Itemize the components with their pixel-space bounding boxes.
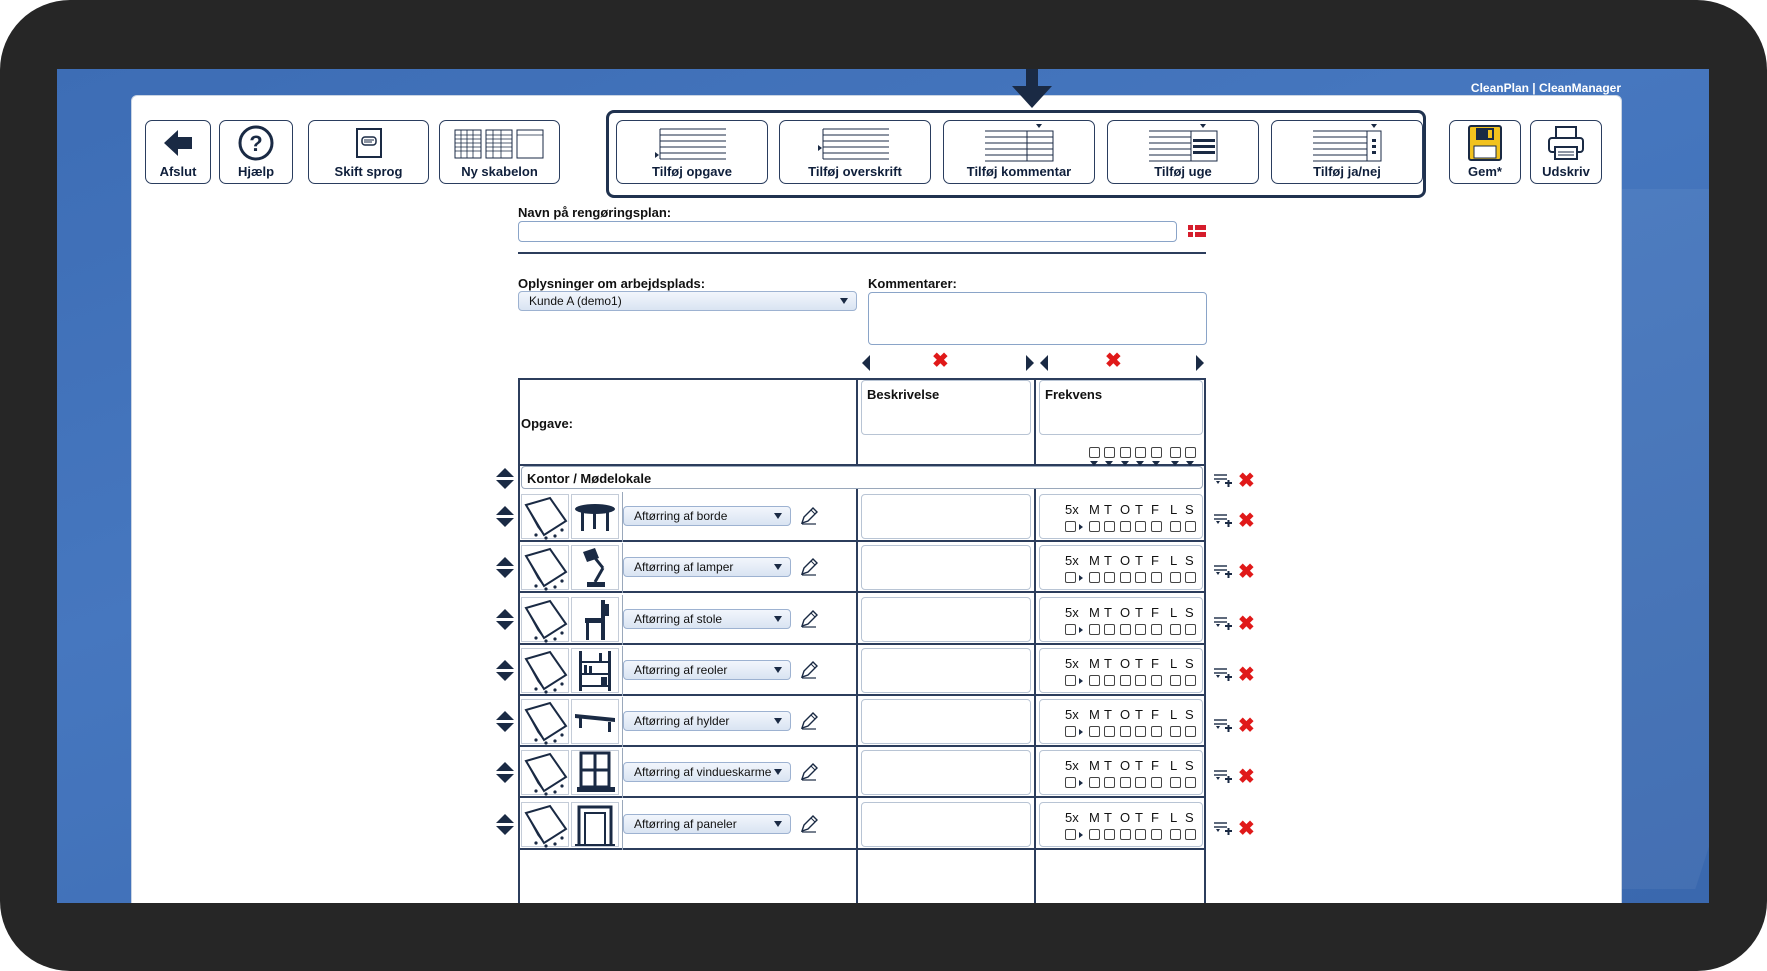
hjaelp-button[interactable] [219, 120, 293, 184]
day-checkbox[interactable] [1185, 829, 1196, 840]
day-checkbox[interactable] [1151, 777, 1162, 788]
add-row-icon[interactable] [1213, 472, 1233, 488]
help-icon [238, 121, 274, 164]
day-checkbox[interactable] [1151, 624, 1162, 635]
cloth-icon[interactable] [521, 648, 569, 693]
cloth-icon[interactable] [521, 699, 569, 744]
reorder-row-icon[interactable] [496, 762, 512, 784]
day-label: T [1104, 758, 1112, 773]
frequency-count: 5x [1065, 502, 1079, 517]
day-label: M [1089, 810, 1100, 825]
repeat-checkbox[interactable] [1065, 572, 1076, 583]
day-label: O [1120, 810, 1131, 825]
day-label: O [1120, 605, 1131, 620]
cloth-icon[interactable] [521, 750, 569, 795]
save-disk-icon [1467, 121, 1503, 164]
language-icon [355, 121, 383, 164]
day-checkbox[interactable] [1120, 777, 1131, 788]
day-label: S [1185, 707, 1194, 722]
day-header-checkbox[interactable] [1104, 447, 1115, 458]
move-right-icon[interactable] [1194, 354, 1206, 372]
day-label: F [1151, 553, 1159, 568]
afslut-button[interactable] [145, 120, 211, 184]
day-label: S [1185, 656, 1194, 671]
door-icon[interactable] [571, 802, 619, 847]
day-label: F [1151, 502, 1159, 517]
day-checkbox[interactable] [1170, 829, 1181, 840]
expand-arrow-icon[interactable] [1079, 832, 1083, 838]
task-select[interactable] [623, 660, 791, 680]
day-label: S [1185, 758, 1194, 773]
reorder-row-icon[interactable] [496, 711, 512, 733]
day-checkbox[interactable] [1120, 726, 1131, 737]
brand-label: CleanPlan | CleanManager [1470, 81, 1621, 95]
day-label: M [1089, 605, 1100, 620]
add-week-icon [1145, 121, 1221, 164]
description-cell[interactable] [861, 750, 1031, 795]
add-row-icon[interactable] [1213, 717, 1233, 738]
frequency-count: 5x [1065, 810, 1079, 825]
add-task-icon [654, 121, 730, 164]
day-label: S [1185, 605, 1194, 620]
tilfoej-uge-button[interactable] [1107, 120, 1259, 184]
day-checkbox[interactable] [1151, 726, 1162, 737]
frequency-count: 5x [1065, 656, 1079, 671]
delete-row-icon[interactable]: ✖ [1238, 561, 1255, 583]
repeat-checkbox[interactable] [1065, 829, 1076, 840]
day-checkbox[interactable] [1151, 675, 1162, 686]
skift-sprog-label: Skift sprog [334, 164, 403, 179]
edit-pencil-icon[interactable] [800, 610, 818, 633]
bench-icon[interactable] [571, 699, 619, 744]
chevron-down-icon [774, 667, 782, 673]
day-checkbox[interactable] [1104, 521, 1115, 532]
day-label: M [1089, 553, 1100, 568]
day-label: T [1135, 502, 1143, 517]
plan-name-label: Navn på rengøringsplan: [518, 205, 672, 220]
delete-row-icon[interactable]: ✖ [1238, 664, 1255, 686]
day-label: L [1170, 810, 1178, 825]
add-row-icon[interactable] [1213, 768, 1233, 789]
afslut-label: Afslut [159, 164, 197, 179]
frequency-count: 5x [1065, 707, 1079, 722]
comments-label: Kommentarer: [868, 276, 957, 291]
workplace-label: Oplysninger om arbejdsplads: [518, 276, 706, 291]
day-label: T [1104, 656, 1112, 671]
expand-arrow-icon[interactable] [1079, 524, 1083, 530]
delete-row-icon[interactable]: ✖ [1238, 715, 1255, 737]
move-right-icon[interactable] [1024, 354, 1036, 372]
reorder-row-icon[interactable] [496, 557, 512, 579]
day-checkbox[interactable] [1135, 829, 1146, 840]
day-checkbox[interactable] [1185, 521, 1196, 532]
task-column-header: Opgave: [521, 416, 574, 431]
task-select-value: Aftørring af paneler [634, 817, 737, 831]
day-label: T [1135, 707, 1143, 722]
edit-pencil-icon[interactable] [800, 507, 818, 530]
description-header-cell[interactable] [861, 380, 1031, 435]
day-checkbox[interactable] [1104, 829, 1115, 840]
day-label: T [1104, 553, 1112, 568]
cloth-icon[interactable] [521, 597, 569, 642]
chevron-down-icon [774, 564, 782, 570]
day-checkbox[interactable] [1185, 675, 1196, 686]
day-checkbox[interactable] [1089, 521, 1100, 532]
day-checkbox[interactable] [1104, 675, 1115, 686]
description-cell[interactable] [861, 545, 1031, 590]
task-select-value: Aftørring af reoler [634, 663, 728, 677]
task-select[interactable] [623, 609, 791, 629]
day-label: M [1089, 502, 1100, 517]
edit-pencil-icon[interactable] [800, 815, 818, 838]
ny-skabelon-label: Ny skabelon [461, 164, 538, 179]
day-checkbox[interactable] [1089, 624, 1100, 635]
shelf-icon[interactable] [571, 648, 619, 693]
editor-page [131, 95, 1622, 903]
day-label: F [1151, 758, 1159, 773]
edit-pencil-icon[interactable] [800, 712, 818, 735]
add-row-icon[interactable] [1213, 666, 1233, 687]
day-checkbox[interactable] [1089, 572, 1100, 583]
day-checkbox[interactable] [1135, 675, 1146, 686]
chair-icon[interactable] [571, 597, 619, 642]
task-select-value: Aftørring af hylder [634, 714, 730, 728]
tilfoej-kommentar-label: Tilføj kommentar [966, 164, 1072, 179]
task-select-value: Aftørring af stole [634, 612, 723, 626]
day-checkbox[interactable] [1170, 675, 1181, 686]
workplace-value: Kunde A (demo1) [529, 294, 622, 308]
add-row-icon[interactable] [1213, 563, 1233, 584]
day-checkbox[interactable] [1089, 777, 1100, 788]
day-checkbox[interactable] [1185, 726, 1196, 737]
cloth-icon[interactable] [521, 545, 569, 590]
day-label: T [1104, 707, 1112, 722]
day-header-checkbox[interactable] [1151, 447, 1162, 458]
tilfoej-overskrift-button[interactable] [779, 120, 931, 184]
description-cell[interactable] [861, 699, 1031, 744]
day-header-checkbox[interactable] [1120, 447, 1131, 458]
day-checkbox[interactable] [1170, 572, 1181, 583]
frequency-header-cell[interactable] [1039, 380, 1203, 435]
ny-skabelon-button[interactable] [439, 120, 560, 184]
day-label: O [1120, 707, 1131, 722]
printer-icon [1546, 121, 1586, 164]
day-checkbox[interactable] [1120, 675, 1131, 686]
section-heading: Kontor / Mødelokale [527, 471, 652, 486]
frequency-column-header: Frekvens [1045, 387, 1103, 402]
repeat-checkbox[interactable] [1065, 521, 1076, 532]
frequency-count: 5x [1065, 758, 1079, 773]
repeat-checkbox[interactable] [1065, 726, 1076, 737]
window-icon[interactable] [571, 750, 619, 795]
day-label: T [1104, 502, 1112, 517]
description-cell[interactable] [861, 802, 1031, 847]
day-label: S [1185, 553, 1194, 568]
day-checkbox[interactable] [1104, 726, 1115, 737]
tilfoej-opgave-button[interactable] [616, 120, 768, 184]
day-checkbox[interactable] [1135, 521, 1146, 532]
day-label: T [1135, 810, 1143, 825]
day-checkbox[interactable] [1089, 829, 1100, 840]
add-row-icon[interactable] [1213, 512, 1233, 533]
add-yes-no-icon [1309, 121, 1385, 164]
delete-row-icon[interactable]: ✖ [1238, 818, 1255, 840]
reorder-row-icon[interactable] [496, 660, 512, 682]
reorder-section-icon[interactable] [496, 468, 512, 490]
day-checkbox[interactable] [1104, 624, 1115, 635]
day-label: O [1120, 502, 1131, 517]
day-checkbox[interactable] [1151, 572, 1162, 583]
gem-button[interactable] [1449, 120, 1521, 184]
task-select-value: Aftørring af borde [634, 509, 728, 523]
day-label: F [1151, 810, 1159, 825]
task-select[interactable] [623, 762, 791, 782]
lamp-icon[interactable] [571, 545, 619, 590]
day-checkbox[interactable] [1120, 572, 1131, 583]
day-label: O [1120, 758, 1131, 773]
day-label: L [1170, 605, 1178, 620]
frequency-count: 5x [1065, 553, 1079, 568]
day-label: O [1120, 553, 1131, 568]
day-checkbox[interactable] [1185, 624, 1196, 635]
day-label: T [1104, 605, 1112, 620]
day-checkbox[interactable] [1185, 572, 1196, 583]
day-label: S [1185, 810, 1194, 825]
day-label: L [1170, 707, 1178, 722]
day-label: F [1151, 605, 1159, 620]
task-select-value: Aftørring af vindueskarme [634, 765, 772, 779]
tilfoej-opgave-label: Tilføj opgave [652, 164, 732, 179]
day-checkbox[interactable] [1151, 521, 1162, 532]
comments-input[interactable] [868, 292, 1207, 345]
day-checkbox[interactable] [1135, 777, 1146, 788]
back-arrow-icon [162, 121, 194, 164]
reorder-row-icon[interactable] [496, 609, 512, 631]
add-row-icon[interactable] [1213, 820, 1233, 841]
delete-row-icon[interactable]: ✖ [1238, 613, 1255, 635]
day-label: M [1089, 707, 1100, 722]
skift-sprog-button[interactable] [308, 120, 429, 184]
day-header-checkbox[interactable] [1185, 447, 1196, 458]
move-left-icon[interactable] [1038, 354, 1050, 372]
day-label: T [1135, 656, 1143, 671]
chevron-down-icon [774, 718, 782, 724]
reorder-row-icon[interactable] [496, 814, 512, 836]
chevron-down-icon [774, 513, 782, 519]
day-checkbox[interactable] [1120, 624, 1131, 635]
expand-arrow-icon[interactable] [1079, 627, 1083, 633]
cloth-icon[interactable] [521, 494, 569, 539]
day-checkbox[interactable] [1089, 726, 1100, 737]
chevron-down-icon [774, 616, 782, 622]
column-divider [856, 378, 858, 903]
day-label: F [1151, 656, 1159, 671]
section-heading-cell[interactable] [521, 466, 1203, 489]
day-checkbox[interactable] [1170, 726, 1181, 737]
edit-pencil-icon[interactable] [800, 763, 818, 786]
day-label: L [1170, 656, 1178, 671]
delete-row-icon[interactable]: ✖ [1238, 470, 1255, 492]
danish-flag-icon[interactable] [1188, 225, 1206, 237]
day-label: L [1170, 758, 1178, 773]
repeat-checkbox[interactable] [1065, 777, 1076, 788]
delete-column-icon[interactable]: ✖ [932, 350, 949, 372]
day-checkbox[interactable] [1170, 777, 1181, 788]
day-checkbox[interactable] [1104, 572, 1115, 583]
day-header-checkbox[interactable] [1089, 447, 1100, 458]
day-checkbox[interactable] [1120, 521, 1131, 532]
day-label: S [1185, 502, 1194, 517]
day-checkbox[interactable] [1135, 624, 1146, 635]
day-label: L [1170, 553, 1178, 568]
hjaelp-label: Hjælp [237, 164, 275, 179]
task-select[interactable] [623, 814, 791, 834]
day-header-checkbox[interactable] [1170, 447, 1181, 458]
day-label: T [1104, 810, 1112, 825]
tilfoej-kommentar-button[interactable] [943, 120, 1095, 184]
day-checkbox[interactable] [1120, 829, 1131, 840]
task-select-value: Aftørring af lamper [634, 560, 734, 574]
add-row-icon[interactable] [1213, 615, 1233, 636]
repeat-checkbox[interactable] [1065, 624, 1076, 635]
day-checkbox[interactable] [1089, 675, 1100, 686]
add-heading-icon [817, 121, 893, 164]
delete-column-icon[interactable]: ✖ [1105, 350, 1122, 372]
highlight-arrow-icon [1007, 69, 1057, 117]
chevron-down-icon [774, 821, 782, 827]
repeat-checkbox[interactable] [1065, 675, 1076, 686]
tilfoej-overskrift-label: Tilføj overskrift [808, 164, 902, 179]
day-checkbox[interactable] [1151, 829, 1162, 840]
description-column-header: Beskrivelse [867, 387, 940, 402]
screen [57, 69, 1709, 903]
day-checkbox[interactable] [1135, 726, 1146, 737]
plan-name-input[interactable] [518, 221, 1177, 242]
chevron-down-icon [840, 298, 848, 304]
expand-arrow-icon[interactable] [1079, 575, 1083, 581]
day-checkbox[interactable] [1135, 572, 1146, 583]
task-select[interactable] [623, 557, 791, 577]
day-label: T [1135, 605, 1143, 620]
chevron-down-icon [774, 769, 782, 775]
svg-text:?: ? [249, 130, 263, 156]
task-select[interactable] [623, 711, 791, 731]
move-left-icon[interactable] [860, 354, 872, 372]
description-cell[interactable] [861, 648, 1031, 693]
edit-pencil-icon[interactable] [800, 661, 818, 684]
tilfoej-janej-button[interactable] [1271, 120, 1423, 184]
task-select[interactable] [623, 506, 791, 526]
day-label: F [1151, 707, 1159, 722]
day-label: M [1089, 758, 1100, 773]
day-label: L [1170, 502, 1178, 517]
day-header-checkbox[interactable] [1135, 447, 1146, 458]
day-label: T [1135, 758, 1143, 773]
expand-arrow-icon[interactable] [1079, 780, 1083, 786]
table-icon[interactable] [571, 494, 619, 539]
template-icon [453, 121, 547, 164]
frequency-count: 5x [1065, 605, 1079, 620]
udskriv-label: Udskriv [1542, 164, 1590, 179]
edit-pencil-icon[interactable] [800, 558, 818, 581]
description-cell[interactable] [861, 494, 1031, 539]
day-label: T [1135, 553, 1143, 568]
divider [518, 252, 1206, 254]
expand-arrow-icon[interactable] [1079, 678, 1083, 684]
gem-label: Gem* [1468, 164, 1502, 179]
tilfoej-janej-label: Tilføj ja/nej [1313, 164, 1381, 179]
day-checkbox[interactable] [1170, 521, 1181, 532]
udskriv-button[interactable] [1530, 120, 1602, 184]
day-checkbox[interactable] [1185, 777, 1196, 788]
reorder-row-icon[interactable] [496, 506, 512, 528]
day-label: O [1120, 656, 1131, 671]
delete-row-icon[interactable]: ✖ [1238, 510, 1255, 532]
day-checkbox[interactable] [1104, 777, 1115, 788]
workplace-select[interactable] [518, 291, 857, 311]
cloth-icon[interactable] [521, 802, 569, 847]
column-divider [1034, 378, 1036, 903]
day-label: M [1089, 656, 1100, 671]
day-checkbox[interactable] [1170, 624, 1181, 635]
add-comment-icon [981, 121, 1057, 164]
description-cell[interactable] [861, 597, 1031, 642]
delete-row-icon[interactable]: ✖ [1238, 766, 1255, 788]
expand-arrow-icon[interactable] [1079, 729, 1083, 735]
tilfoej-uge-label: Tilføj uge [1154, 164, 1212, 179]
